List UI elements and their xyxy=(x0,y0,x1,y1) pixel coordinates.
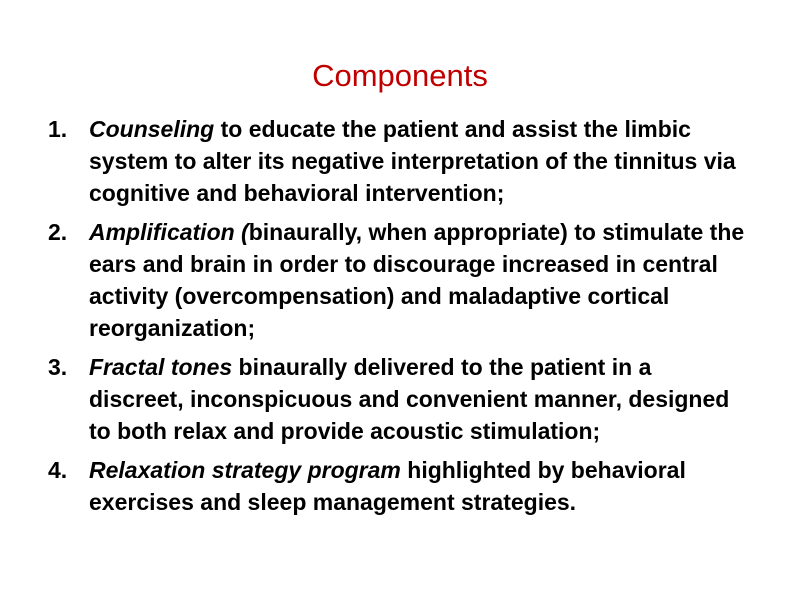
item-emphasis: Relaxation strategy program xyxy=(89,457,401,483)
item-emphasis: Amplification ( xyxy=(89,219,249,245)
list-item xyxy=(48,351,748,447)
item-text: binaurally delivered to the patient in a discreet, inconspicuous and convenient manner, designed to both relax and provide acoustic stimulation; xyxy=(89,354,730,444)
item-emphasis: Counseling xyxy=(89,116,215,142)
list-item xyxy=(48,454,748,518)
item-number: 3. xyxy=(48,354,68,380)
item-number: 2. xyxy=(48,219,68,245)
slide-title: Components xyxy=(312,58,488,93)
item-number: 4. xyxy=(48,457,68,483)
item-number: 1. xyxy=(48,116,68,142)
item-text: highlighted by behavioral exercises and sleep management strategies. xyxy=(89,457,686,515)
list-item xyxy=(48,113,748,209)
list-item xyxy=(48,216,748,344)
item-text: to educate the patient and assist the limbic system to alter its negative interpretation of the tinnitus via cognitive and behavioral intervention; xyxy=(89,116,736,206)
item-text: binaurally, when appropriate) to stimulate the ears and brain in order to discourage increased in central activity (overcompensation) and maladaptive cortical reorganization; xyxy=(89,219,745,341)
item-emphasis: Fractal tones xyxy=(89,354,233,380)
components-list xyxy=(48,113,748,525)
